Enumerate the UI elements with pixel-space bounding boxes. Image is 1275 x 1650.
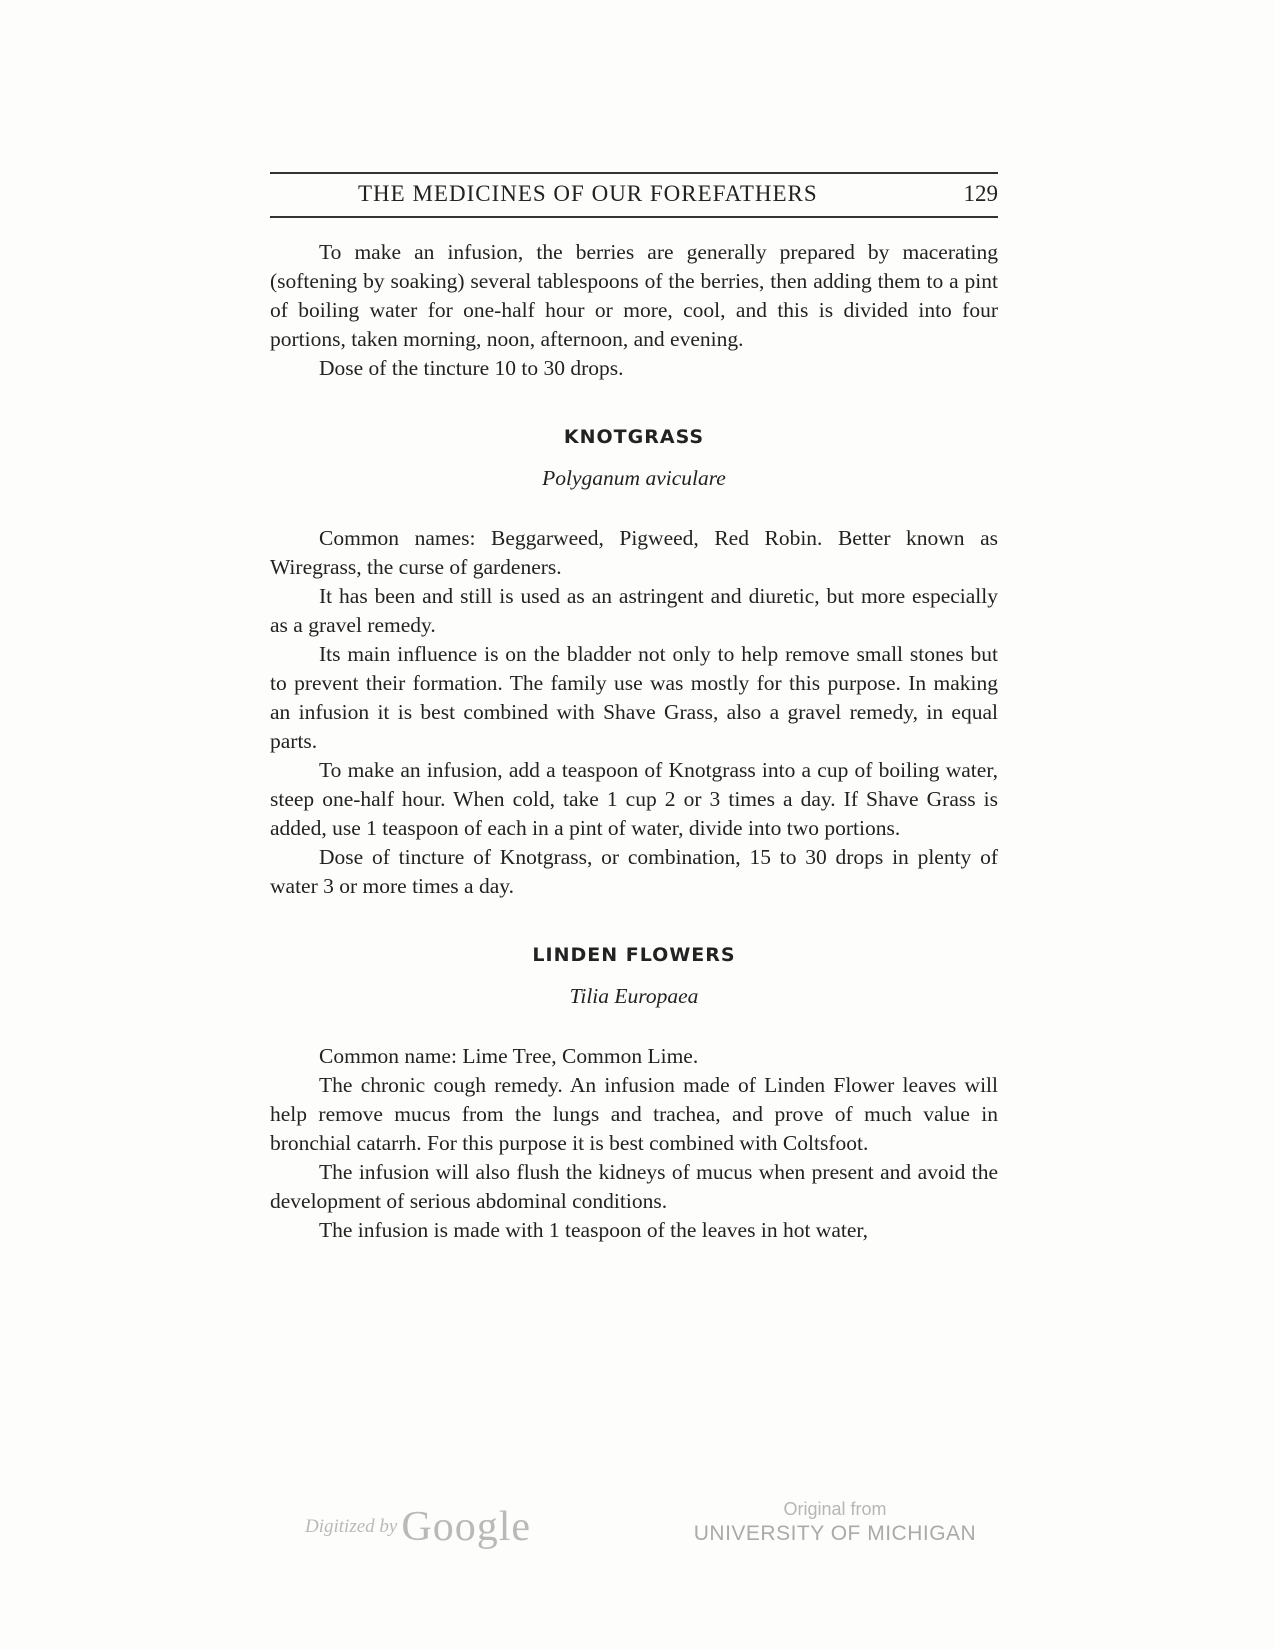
section-heading-linden-flowers: LINDEN FLOWERS bbox=[532, 944, 736, 966]
paragraph: To make an infusion, the berries are generally prepared by macerating (softening by soaking) several tablespoons of the berries, then adding them to a pint of boiling water for one-half hour or more, cool, and this is divided into four portions, taken morning, noon, afternoon, and evening. bbox=[270, 240, 998, 351]
digitized-by-label: Digitized by bbox=[305, 1516, 398, 1537]
digitized-by-google-watermark bbox=[305, 1503, 531, 1551]
original-from-label: Original from bbox=[783, 1499, 887, 1519]
paragraph: To make an infusion, add a teaspoon of Knotgrass into a cup of boiling water, steep one-half hour. When cold, take 1 cup 2 or 3 times a day. If Shave Grass is added, use 1 teaspoon of each in a pint of water, divide into two portions. bbox=[270, 758, 998, 840]
running-header bbox=[270, 172, 998, 218]
paragraph: Its main influence is on the bladder not only to help remove small stones but to prevent their formation. The family use was mostly for this purpose. In making an infusion it is best combined with Shave Grass, also a gravel remedy, in equal parts. bbox=[270, 642, 998, 753]
page-body bbox=[270, 238, 998, 1245]
page-number: 129 bbox=[963, 181, 998, 206]
university-label: UNIVERSITY OF MICHIGAN bbox=[693, 1522, 977, 1545]
paragraph: Common names: Beggarweed, Pigweed, Red Robin. Better known as Wiregrass, the curse of gardeners. bbox=[270, 526, 998, 579]
paragraph: It has been and still is used as an astringent and diuretic, but more especially as a gravel remedy. bbox=[270, 584, 998, 637]
google-logo: Google bbox=[401, 1504, 532, 1550]
original-from-watermark bbox=[690, 1498, 980, 1548]
latin-name-knotgrass: Polyganum aviculare bbox=[542, 466, 726, 490]
running-title: THE MEDICINES OF OUR FOREFATHERS bbox=[358, 181, 818, 206]
paragraph: The chronic cough remedy. An infusion made of Linden Flower leaves will help remove mucus from the lungs and trachea, and prove of much value in bronchial catarrh. For this purpose it is best combined with Coltsfoot. bbox=[270, 1073, 998, 1155]
section-heading-knotgrass: KNOTGRASS bbox=[563, 426, 705, 448]
paragraph: Dose of tincture of Knotgrass, or combination, 15 to 30 drops in plenty of water 3 or more times a day. bbox=[270, 845, 998, 898]
paragraph: The infusion will also flush the kidneys of mucus when present and avoid the development of serious abdominal conditions. bbox=[270, 1160, 998, 1213]
paragraph: The infusion is made with 1 teaspoon of the leaves in hot water, bbox=[319, 1218, 869, 1242]
paragraph: Common name: Lime Tree, Common Lime. bbox=[319, 1044, 699, 1068]
paragraph: Dose of the tincture 10 to 30 drops. bbox=[319, 356, 624, 380]
latin-name-linden: Tilia Europaea bbox=[569, 984, 699, 1008]
